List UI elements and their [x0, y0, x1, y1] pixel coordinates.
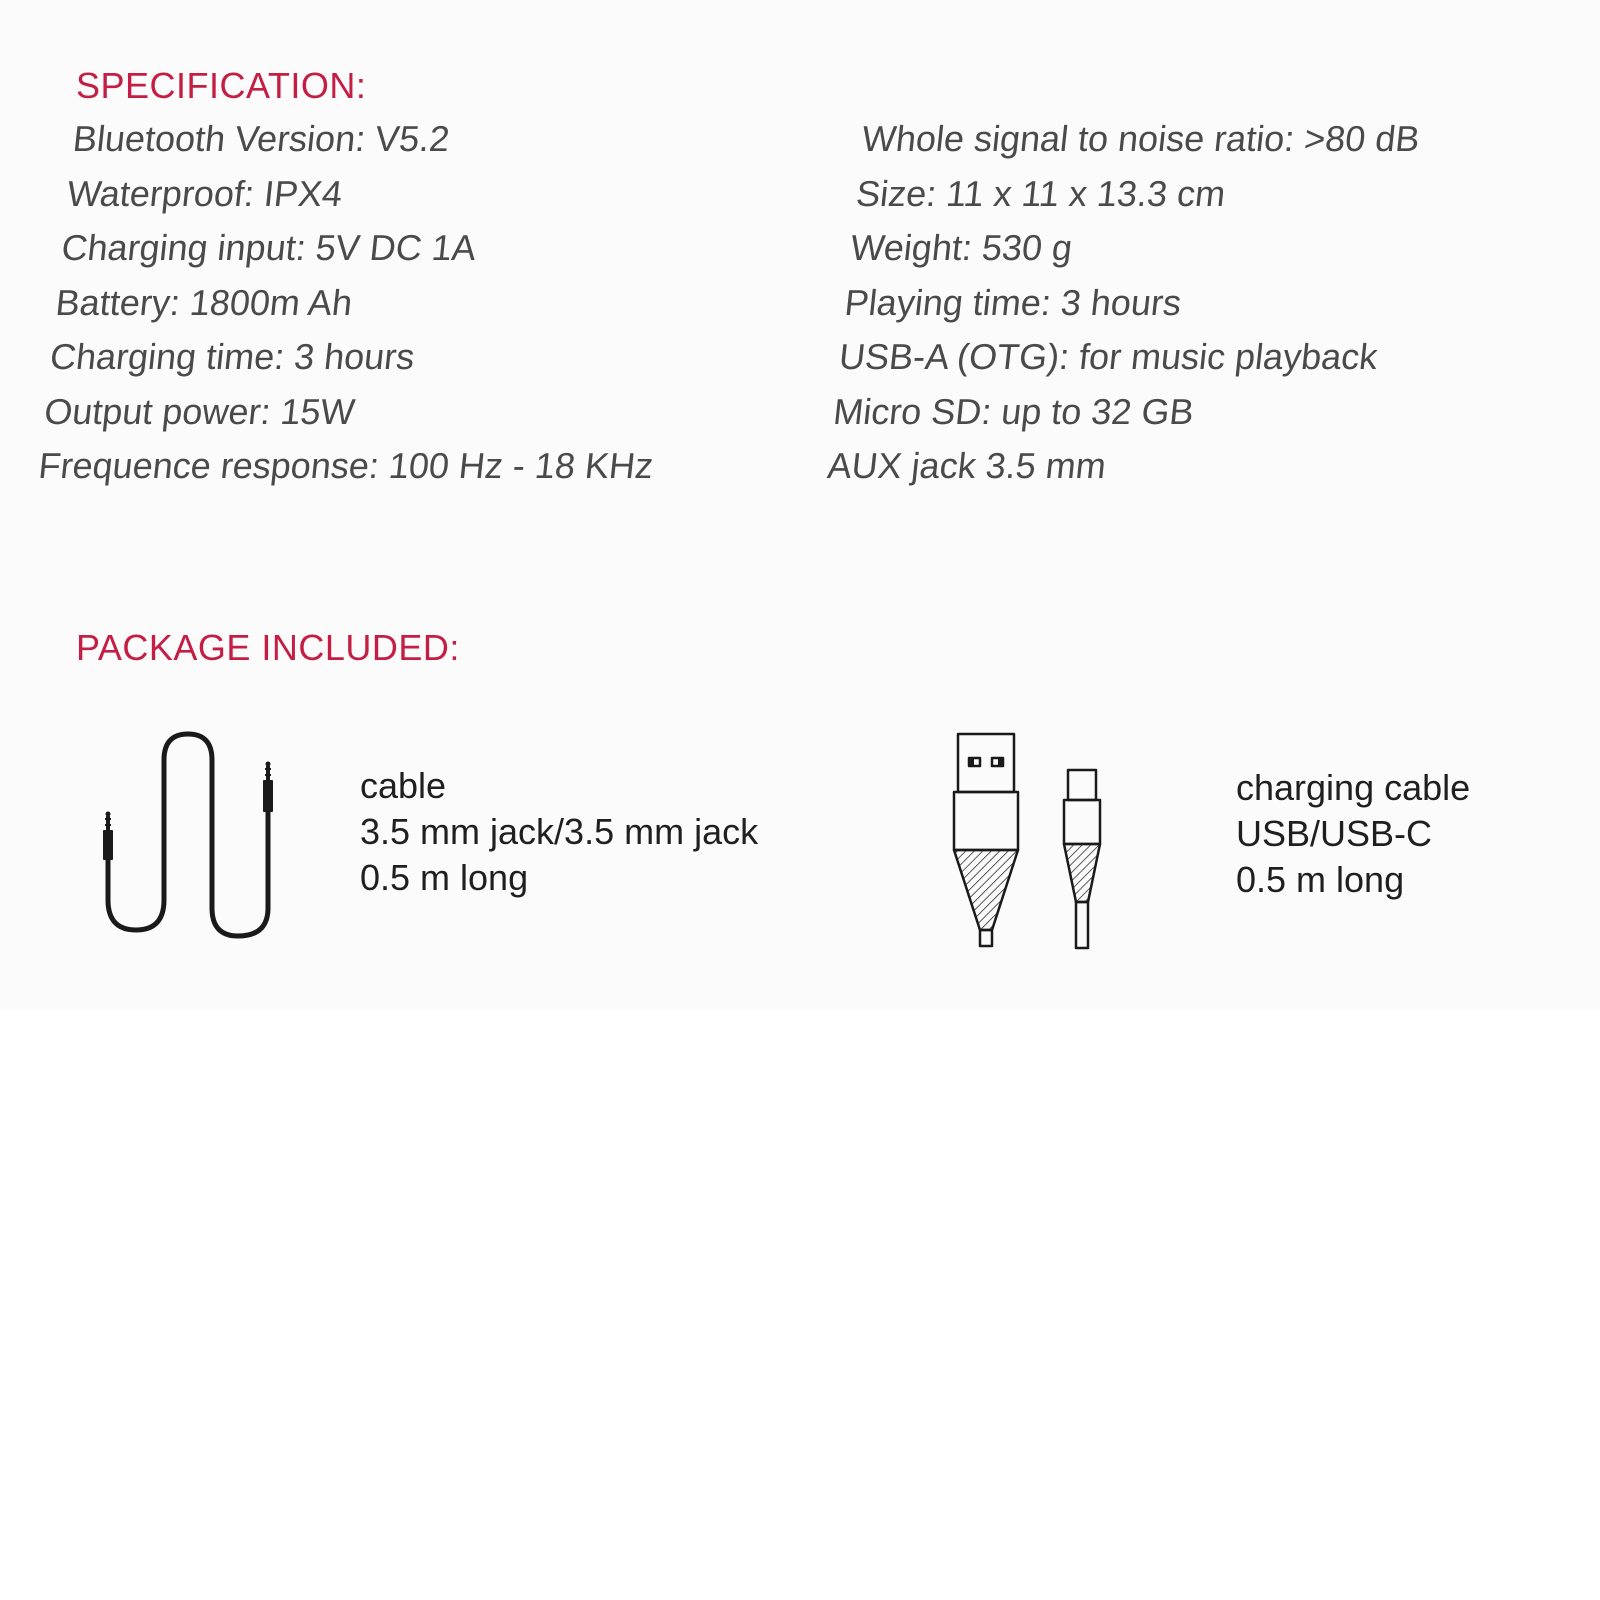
- aux-cable-icon: [92, 730, 292, 956]
- item-line: 3.5 mm jack/3.5 mm jack: [360, 811, 759, 852]
- item-line: 0.5 m long: [360, 857, 529, 898]
- item-line: USB/USB-C: [1236, 813, 1433, 854]
- package-item-usb-cable: [1236, 765, 1470, 903]
- spec-item: Size: 11 x 11 x 13.3 cm: [854, 172, 1228, 214]
- spec-item: USB-A (OTG): for music playback: [837, 336, 1380, 377]
- spec-item: Battery: 1800m Ah: [53, 281, 355, 323]
- spec-item: AUX jack 3.5 mm: [825, 445, 1109, 486]
- spec-item: Weight: 530 g: [848, 227, 1075, 268]
- item-line: 0.5 m long: [1236, 859, 1405, 900]
- package-heading: PACKAGE INCLUDED:: [76, 627, 460, 668]
- usb-cable-icon: [942, 730, 1112, 956]
- item-line: cable: [360, 765, 447, 806]
- spec-item: Micro SD: up to 32 GB: [831, 390, 1196, 432]
- item-line: charging cable: [1236, 767, 1471, 808]
- spec-item: Whole signal to noise ratio: >80 dB: [860, 118, 1422, 159]
- spec-item: Waterproof: IPX4: [65, 172, 345, 214]
- spec-item: Playing time: 3 hours: [842, 281, 1184, 323]
- spec-item: Output power: 15W: [42, 390, 357, 432]
- specification-heading: SPECIFICATION:: [76, 65, 367, 106]
- spec-item: Charging time: 3 hours: [48, 336, 417, 377]
- package-item-aux-cable: [360, 763, 758, 901]
- spec-list-left: [36, 112, 690, 494]
- spec-item: Bluetooth Version: V5.2: [71, 118, 452, 159]
- spec-item: Charging input: 5V DC 1A: [59, 227, 479, 268]
- spec-item: Frequence response: 100 Hz - 18 KHz: [36, 445, 656, 486]
- spec-list-right: [825, 112, 1422, 494]
